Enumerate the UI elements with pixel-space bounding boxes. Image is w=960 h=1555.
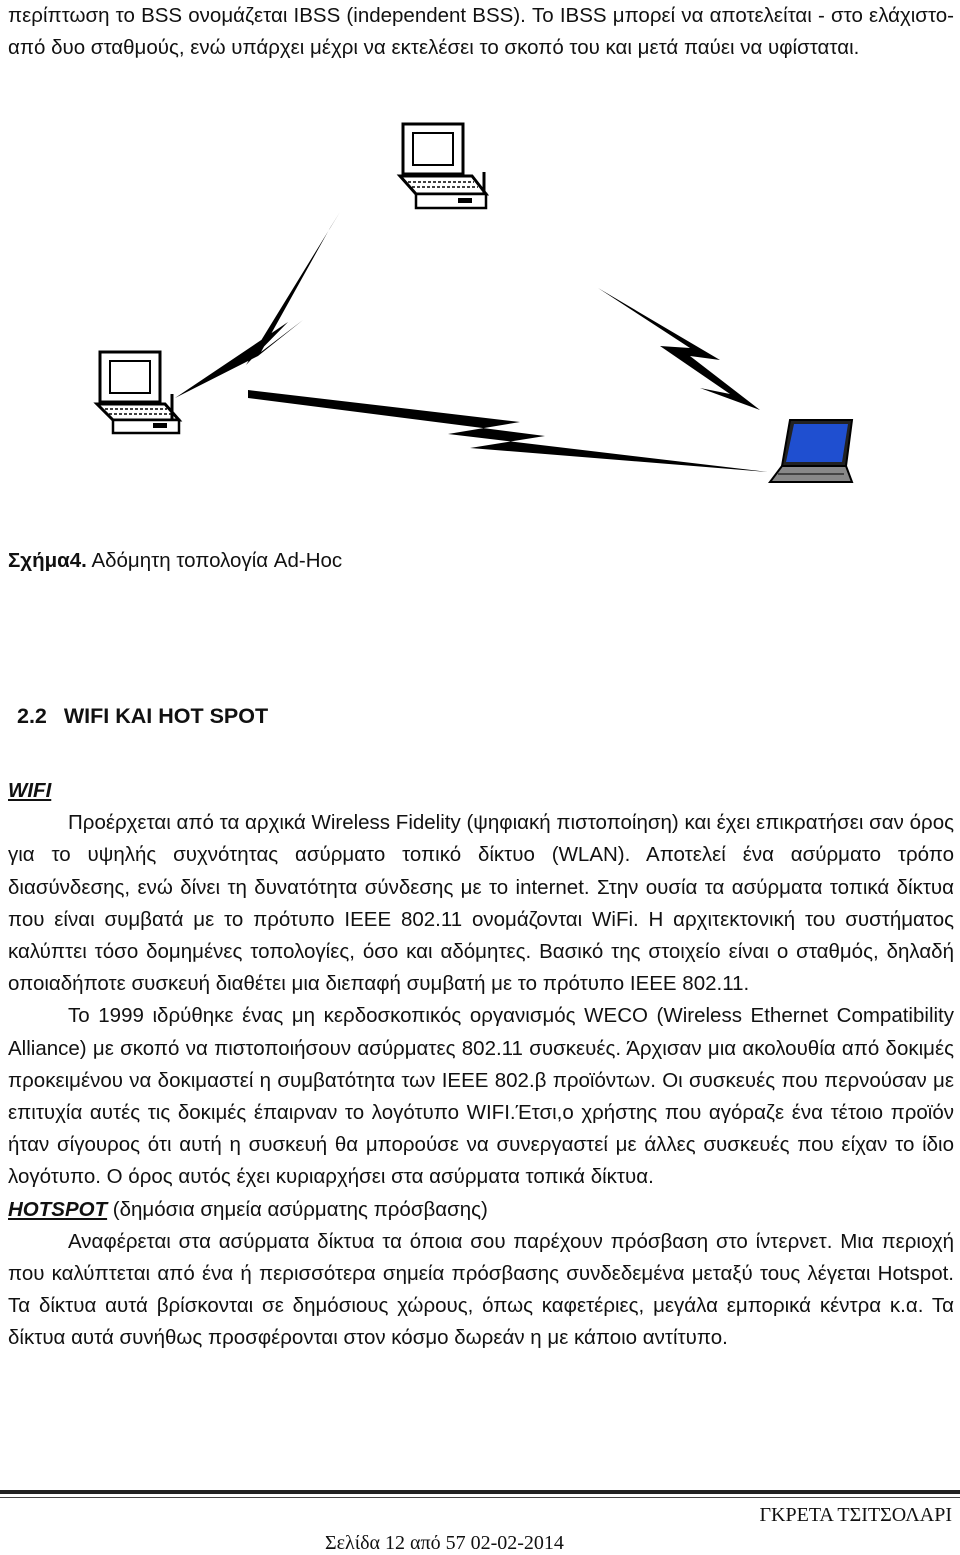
- footer-author: ΓΚΡΕΤΑ ΤΣΙΤΣΟΛΑΡΙ: [759, 1504, 952, 1526]
- hotspot-term-suffix: (δημόσια σημεία ασύρματης πρόσβασης): [107, 1197, 488, 1221]
- hotspot-paragraph: Αναφέρεται στα ασύρματα δίκτυα τα όποια σου παρέχουν πρόσβαση στο ίντερνετ. Μια περιοχή που καλύπτεται από ένα ή περισσότερα σημεία πρόσβασης συνδεδεμένα μεταξύ τους λέγεται Hotspot. Τα δίκτυα αυτά βρίσκονται σε δημόσιους χώρους, όπως καφετέριες, μεγάλα εμπορικά κέντρα κ.α. Τα δίκτυα αυτά συνήθως προσφέρονται στον κόσμο δωρεάν η με κάποιο αντίτυπο.: [8, 1229, 954, 1350]
- hotspot-heading: [8, 1194, 954, 1226]
- footer-page-info: [325, 1532, 564, 1555]
- body-text: [8, 775, 954, 1355]
- footer-date: 02-02-2014: [470, 1532, 564, 1554]
- lightning-link-icon: [598, 288, 760, 410]
- wifi-term: WIFI: [8, 779, 52, 802]
- footer-rule-thin: [0, 1497, 960, 1498]
- figure-caption: [8, 546, 342, 576]
- laptop-icon: [400, 124, 486, 208]
- lightning-link-icon: [175, 212, 340, 398]
- intro-text: περίπτωση το BSS ονομάζεται IBSS (independent BSS). Το IBSS μπορεί να αποτελείται - στο ελάχιστο- από δυο σταθμούς, ενώ υπάρχει μέχρι να εκτελέσει το σκοπό του και μετά παύει να υφίσταται.: [8, 4, 954, 59]
- laptop-icon: [770, 420, 852, 482]
- wifi-paragraph-2: Το 1999 ιδρύθηκε ένας μη κερδοσκοπικός οργανισμός WECO (Wireless Ethernet Compatibility Alliance) με σκοπό να πιστοποιήσουν ασύρματες 802.11 συσκευές. Άρχισαν μια ακολουθία από δοκιμές προκειμένου να δοκιμαστεί η συμβατότητα των IEEE 802.β προϊόντων. Οι συσκευές που περνούσαν με επιτυχία αυτές τις δοκιμές έπαιρναν το λογότυπο WIFI.Έτσι,ο χρήστης που αγόραζε ένα τέτοιο προϊόν ήταν σίγουρος ότι αυτή η συσκευή θα μπορούσε να συνεργαστεί με άλλες συσκευές που είχαν το ίδιο λογότυπο. Ο όρος αυτός έχει κυριαρχήσει στα ασύρματα τοπικά δίκτυα.: [8, 1004, 954, 1189]
- laptop-icon: [97, 352, 179, 433]
- footer-page-number: Σελίδα 12 από 57: [325, 1532, 466, 1554]
- section-heading: [17, 704, 268, 729]
- figure-title: Αδόμητη τοπολογία Ad-Hoc: [86, 549, 343, 572]
- hotspot-term: HOTSPOT: [8, 1197, 108, 1221]
- wifi-paragraph-1: Προέρχεται από τα αρχικά Wireless Fidelity (ψηφιακή πιστοποίηση) και έχει επικρατήσει σαν όρος για το υψηλής συχνότητας ασύρματο τοπικό δίκτυο (WLAN). Αποτελεί ένα ασύρματο τρόπο διασύνδεσης, ενώ δίνει τη δυνατότητα σύνδεσης με το internet. Στην ουσία τα ασύρματα τοπικά δίκτυα που είναι συμβατά με το πρότυπο IEEE 802.11 ονομάζονται WiFi. Η αρχιτεκτονική του συστήματος καλύπτει τόσο δομημένες τοπολογίες, όσο και αδόμητες. Βασικό της στοιχείο είναι ο σταθμός, δηλαδή οποιαδήποτε συσκευή διαθέτει μια διεπαφή συμβατή με το πρότυπο IEEE 802.11.: [8, 811, 954, 996]
- figure-label: Σχήμα4.: [8, 549, 87, 572]
- section-title: WIFI ΚΑΙ HOT SPOT: [63, 704, 269, 728]
- section-number: 2.2: [17, 704, 47, 728]
- lightning-link-icon: [248, 390, 768, 472]
- footer-rule-thick: [0, 1490, 960, 1494]
- adhoc-topology-diagram: [0, 110, 960, 520]
- intro-paragraph: [8, 0, 954, 63]
